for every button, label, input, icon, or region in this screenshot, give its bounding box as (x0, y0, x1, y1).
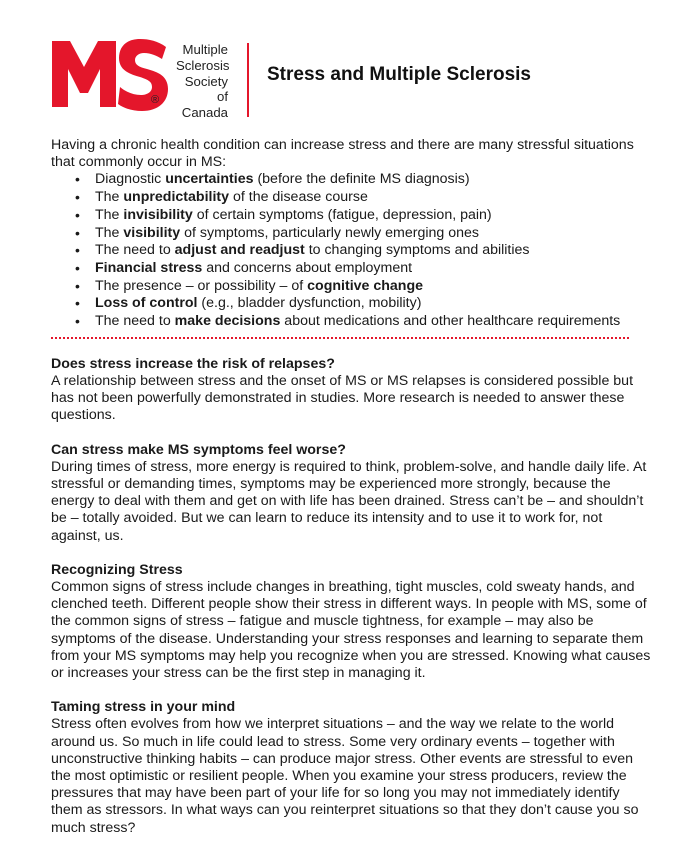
item-text: Diagnostic (95, 171, 166, 188)
org-name-line: Sclerosis (176, 57, 230, 73)
emphasis-text: make decisions (174, 313, 281, 330)
item-text: about medications and other healthcare requirements (280, 313, 621, 330)
emphasis-text: uncertainties (165, 171, 254, 188)
item-text: (before the definite MS diagnosis) (253, 171, 470, 188)
stressor-list-item (95, 278, 651, 296)
org-name-line: Canada (181, 105, 228, 121)
document-body (51, 137, 651, 837)
item-text: The need to (95, 313, 175, 330)
item-text: (e.g., bladder dysfunction, mobility) (197, 295, 422, 312)
item-text: The (95, 224, 124, 241)
stressor-list-item (95, 242, 651, 260)
section-body: During times of stress, more energy is required to think, problem-solve, and handle daily life. At stressful or demanding times, symptoms may be experienced more strongly, because the energy to deal with them and get on with life has been drained. Stress can’t be – and shouldn’t be – totally avoided. But we can learn to reduce its intensity and to use it to work for, not against, us. (51, 458, 647, 544)
section-heading: Does stress increase the risk of relapses? (51, 355, 335, 372)
page-title: Stress and Multiple Sclerosis (267, 64, 531, 85)
item-text: of certain symptoms (fatigue, depression, pain) (192, 206, 492, 223)
org-name-line: Society of (184, 73, 228, 105)
item-text: of symptoms, particularly newly emerging ones (180, 224, 480, 241)
section-heading: Can stress make MS symptoms feel worse? (51, 441, 346, 458)
item-text: The (95, 189, 124, 206)
stressor-list (51, 171, 651, 330)
section-body: Common signs of stress include changes in breathing, tight muscles, cold sweaty hands, and clenched teeth. Different people show their stress in different ways. In people with MS, some of the common signs of stress – fatigue and muscle tightness, for example – may also be symptoms of the disease. Understanding your stress responses and learning to separate them from your MS symptoms may help you recognize when you are stressed. Knowing what causes or increases your stress can be the first step in managing it. (51, 578, 651, 681)
stressor-list-item (95, 313, 651, 331)
stressor-list-item (95, 295, 651, 313)
emphasis-text: adjust and readjust (174, 242, 305, 259)
stressor-list-item (95, 225, 651, 243)
org-name (176, 42, 228, 121)
stressor-list-item (95, 207, 651, 225)
section-heading: Recognizing Stress (51, 561, 183, 578)
stressor-list-item (95, 171, 651, 189)
emphasis-text: visibility (123, 224, 181, 241)
header-divider (247, 43, 249, 117)
intro-text: Having a chronic health condition can increase stress and there are many stressful situations that commonly occur in MS: (51, 137, 634, 171)
stressor-list-item (95, 189, 651, 207)
section-symptoms-worse (51, 442, 651, 545)
emphasis-text: invisibility (123, 206, 193, 223)
item-text: to changing symptoms and abilities (304, 242, 530, 259)
stressor-list-item (95, 260, 651, 278)
emphasis-text: Loss of control (95, 295, 198, 312)
item-text: and concerns about employment (202, 259, 413, 276)
item-text: The (95, 206, 124, 223)
org-name-line: Multiple (182, 42, 228, 57)
dotted-divider (51, 337, 629, 339)
registered-mark: ® (151, 94, 160, 106)
emphasis-text: Financial stress (95, 259, 203, 276)
section-taming-stress (51, 699, 651, 837)
section-recognizing-stress (51, 562, 651, 682)
section-body: Stress often evolves from how we interpret situations – and the way we relate to the world around us. So much in life could lead to stress. Some very ordinary events – together with unconstructive thinking habits – can produce major stress. Other events are stressful to even the most optimistic or resilient people. When you examine your stress producers, review the pressures that may have been part of your life for so long you may not immediately identify them as stressors. In what ways can you reinterpret situations so that they don’t cause you so much stress? (51, 716, 639, 836)
item-text: of the disease course (229, 189, 368, 206)
item-text: The presence – or possibility – of (95, 277, 308, 294)
emphasis-text: cognitive change (307, 277, 424, 294)
ms-society-logo (50, 37, 230, 121)
section-heading: Taming stress in your mind (51, 699, 236, 716)
section-body: A relationship between stress and the onset of MS or MS relapses is considered possible but has not been powerfully demonstrated in studies. More research is needed to answer these questions. (51, 372, 634, 424)
item-text: The need to (95, 242, 175, 259)
section-relapses (51, 356, 651, 425)
emphasis-text: unpredictability (123, 189, 230, 206)
